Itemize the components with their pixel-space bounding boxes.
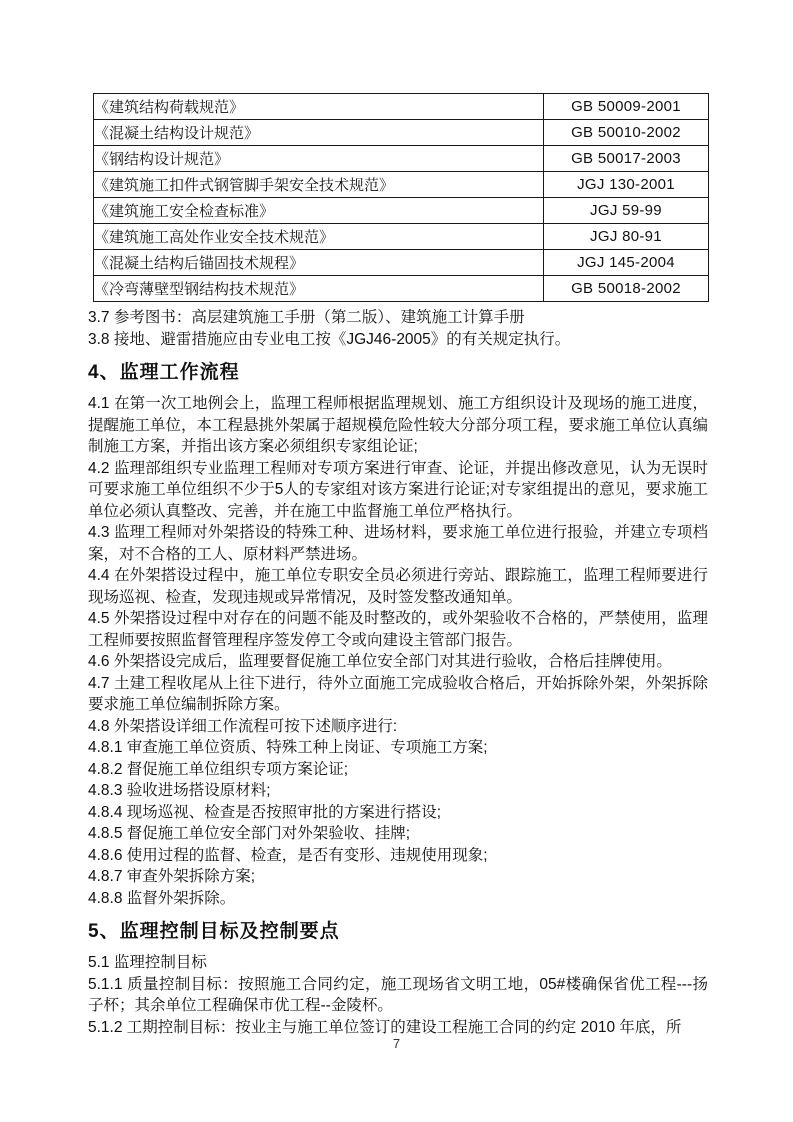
paragraph-3-8: 3.8 接地、避雷措施应由专业电工按《JGJ46-2005》的有关规定执行。 — [88, 330, 571, 348]
paragraph-4-3: 4.3 监理工程师对外架搭设的特殊工种、进场材料，要求施工单位进行报验，并建立专项档案，对不合格的工人、原材料严禁进场。 — [88, 524, 708, 563]
standard-code-cell: JGJ 145-2004 — [544, 250, 709, 276]
table-row — [94, 276, 709, 302]
section-4-heading: 4、监理工作流程 — [88, 362, 240, 383]
standard-code-cell: JGJ 59-99 — [544, 198, 709, 224]
paragraph-4-7: 4.7 土建工程收尾从上往下进行，待外立面施工完成验收合格后，开始拆除外架，外架拆除要求施工单位编制拆除方案。 — [88, 674, 708, 713]
standard-name-cell: 《混凝土结构设计规范》 — [94, 120, 544, 146]
paragraph-5-1-2: 5.1.2 工期控制目标：按业主与施工单位签订的建设工程施工合同的约定 2010 年底，所 — [88, 1018, 682, 1036]
table-row — [94, 146, 709, 172]
standard-name-cell: 《混凝土结构后锚固技术规程》 — [94, 250, 544, 276]
page-number: 7 — [392, 1036, 401, 1051]
table-row — [94, 198, 709, 224]
paragraph-3-7: 3.7 参考图书：高层建筑施工手册（第二版）、建筑施工计算手册 — [88, 309, 525, 326]
section-5-heading: 5、监理控制目标及控制要点 — [88, 921, 340, 942]
table-row — [94, 172, 709, 198]
standards-table — [93, 93, 709, 302]
standard-name-cell: 《建筑施工安全检查标准》 — [94, 198, 544, 224]
paragraph-4-8-4: 4.8.4 现场巡视、检查是否按照审批的方案进行搭设; — [88, 803, 442, 821]
paragraph-4-8: 4.8 外架搭设详细工作流程可按下述顺序进行: — [88, 717, 398, 735]
paragraph-4-1: 4.1 在第一次工地例会上，监理工程师根据监理规划、施工方组织设计及现场的施工进度，提醒施工单位，本工程悬挑外架属于超规模危险性较大分部分项工程，要求施工单位认真编制施工方案，并指出该方案必须组织专家组论证; — [88, 395, 709, 455]
table-row — [94, 120, 709, 146]
paragraph-4-8-3: 4.8.3 验收进场搭设原材料; — [88, 782, 271, 799]
paragraph-4-8-7: 4.8.7 审查外架拆除方案; — [88, 868, 256, 885]
paragraph-4-8-5: 4.8.5 督促施工单位安全部门对外架验收、挂牌; — [88, 825, 411, 842]
table-row — [94, 250, 709, 276]
standard-code-cell: GB 50010-2002 — [544, 120, 709, 146]
standard-name-cell: 《建筑施工高处作业安全技术规范》 — [94, 224, 544, 250]
paragraph-4-5: 4.5 外架搭设过程中对存在的问题不能及时整改的，或外架验收不合格的，严禁使用，监理工程师要按照监督管理程序签发停工令或向建设主管部门报告。 — [88, 610, 708, 649]
standard-name-cell: 《钢结构设计规范》 — [94, 146, 544, 172]
standard-name-cell: 《建筑施工扣件式钢管脚手架安全技术规范》 — [94, 172, 544, 198]
table-row — [94, 94, 709, 120]
paragraph-4-4: 4.4 在外架搭设过程中，施工单位专职安全员必须进行旁站、跟踪施工，监理工程师要进行现场巡视、检查，发现违规或异常情况，及时签发整改通知单。 — [88, 567, 708, 606]
paragraph-4-6: 4.6 外架搭设完成后，监理要督促施工单位安全部门对其进行验收，合格后挂牌使用。 — [88, 653, 672, 670]
paragraph-4-8-1: 4.8.1 审查施工单位资质、特殊工种上岗证、专项施工方案; — [88, 739, 488, 756]
paragraph-5-1-1: 5.1.1 质量控制目标：按照施工合同约定，施工现场省文明工地，05#楼确保省优工程---扬子杯；其余单位工程确保市优工程--金陵杯。 — [88, 975, 708, 1014]
standard-code-cell: GB 50017-2003 — [544, 146, 709, 172]
table-row — [94, 224, 709, 250]
page-content — [88, 93, 708, 1038]
standard-name-cell: 《建筑结构荷载规范》 — [94, 94, 544, 120]
paragraph-5-1: 5.1 监理控制目标 — [88, 954, 207, 971]
paragraph-4-2: 4.2 监理部组织专业监理工程师对专项方案进行审查、论证，并提出修改意见，认为无误时可要求施工单位组织不少于5人的专家组对该方案进行论证;对专家组提出的意见，要求施工单位必须认真整改、完善，并在施工中监督施工单位严格执行。 — [88, 459, 708, 520]
standard-name-cell: 《冷弯薄壁型钢结构技术规范》 — [94, 276, 544, 302]
paragraph-4-8-2: 4.8.2 督促施工单位组织专项方案论证; — [88, 760, 349, 778]
standard-code-cell: GB 50009-2001 — [544, 94, 709, 120]
standard-code-cell: JGJ 80-91 — [544, 224, 709, 250]
standard-code-cell: JGJ 130-2001 — [544, 172, 709, 198]
paragraph-4-8-6: 4.8.6 使用过程的监督、检查，是否有变形、违规使用现象; — [88, 846, 488, 864]
paragraph-4-8-8: 4.8.8 监督外架拆除。 — [88, 889, 236, 907]
standard-code-cell: GB 50018-2002 — [544, 276, 709, 302]
